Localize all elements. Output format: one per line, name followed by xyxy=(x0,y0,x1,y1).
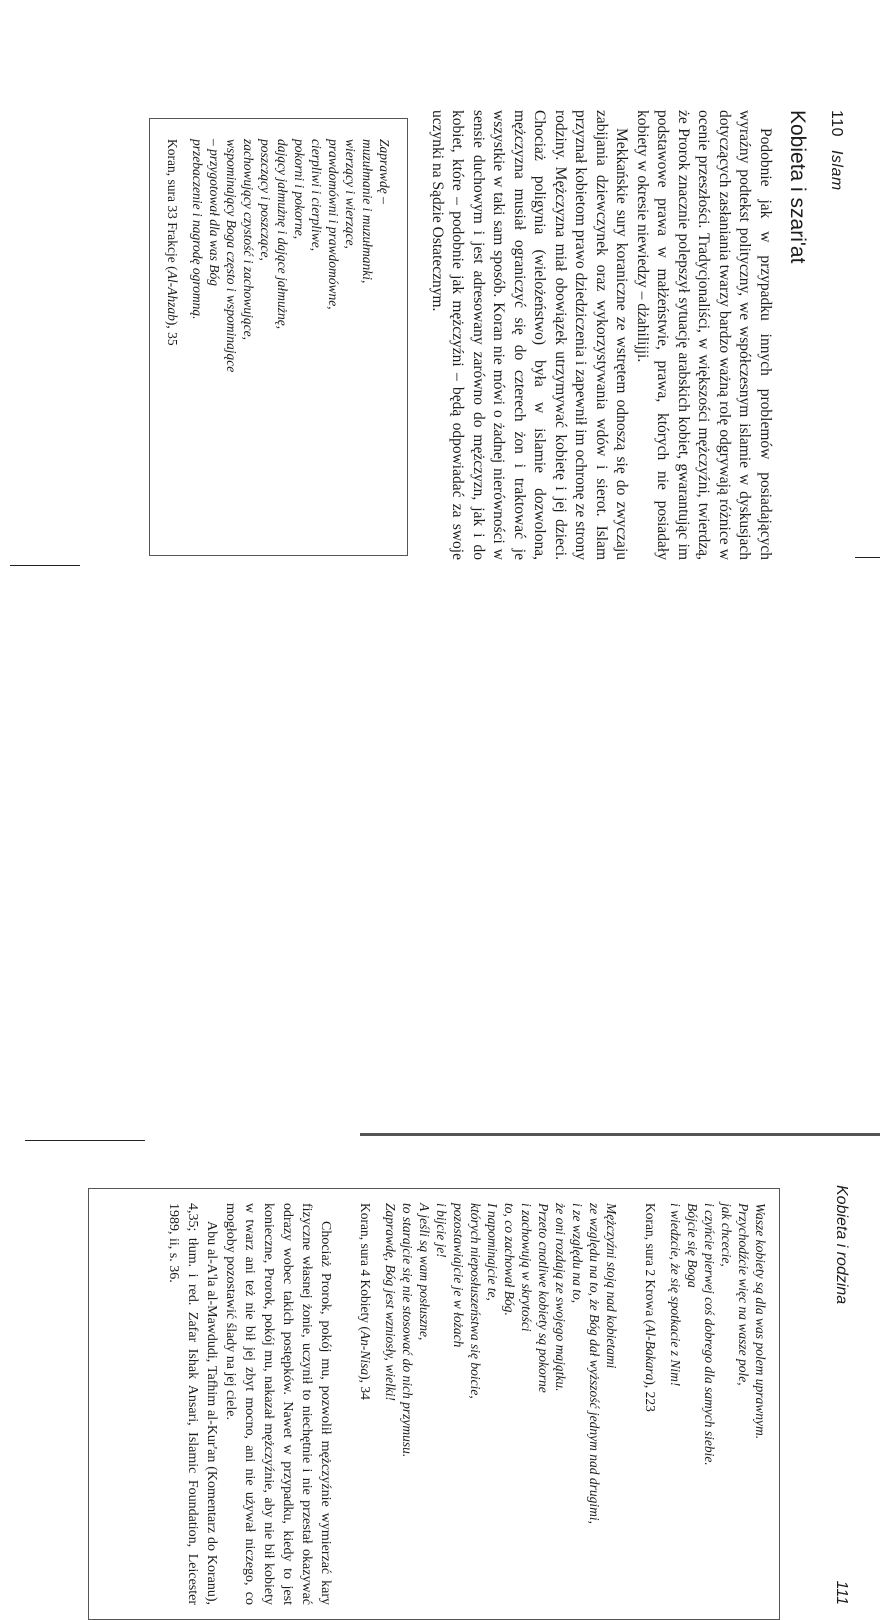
quote-line: poszczący i poszczące, xyxy=(258,139,273,261)
page-number: 111 xyxy=(833,1580,850,1605)
quote-citation xyxy=(357,1203,374,1605)
quote-line: Bójcie się Boga xyxy=(685,1203,700,1288)
citation-sura-name: An-Nisa xyxy=(358,1330,373,1376)
quote-line: Zaprawdę, Bóg jest wzniosły, wielki! xyxy=(383,1203,398,1401)
top-page-content xyxy=(427,110,846,560)
quote-line: i wiedzcie, że się spotkacie z Nim! xyxy=(668,1203,683,1387)
citation-sura-name: Al-Bakara xyxy=(643,1324,658,1381)
paragraph: Mekkańskie sury koraniczne ze wstrętem odnoszą się do zwyczaju zabijania dziewczynek oraz wykorzystywania wdów i sierot. Islam przyznał kobietom prawo dziedziczenia i zapewnił im ochronę ze strony rodziny. Mężczyzna miał obowiązek utrzymywać kobietę i jej dzieci. Chociaż poligynia (wielożeństwo) była w islamie dozwolona, mężczyzna musiał ograniczyć się do czterech żon i traktować je wszystkie w taki sam sposób. Koran nie mówi o żadnej nierówności w sensie duchowym i jest adresowany zarówno do mężczyzn, jak i do kobiet, które – podobnie jak mężczyźni – będą odpowiadać za swoje uczynki na Sądzie Ostatecznym. xyxy=(429,110,631,560)
quote-line: Przeto cnotliwe kobiety są pokorne xyxy=(536,1203,551,1393)
quote-line: dający jałmużnę i dające jałmużnę, xyxy=(275,139,290,330)
quote-line: Przychodźcie więc na wasze pole, xyxy=(736,1203,751,1386)
quote-citation xyxy=(642,1203,659,1605)
citation-prefix: Koran, sura 2 Krowa ( xyxy=(643,1203,658,1325)
citation-prefix: Koran, sura 4 Kobiety ( xyxy=(358,1203,373,1331)
citation-prefix: Koran, sura 33 Frakcje ( xyxy=(165,139,180,271)
quote-line: których nieposłuszeństwa się boicie, xyxy=(468,1203,483,1399)
quote-line: i czyńcie pierwej coś dobrego dla samych siebie. xyxy=(702,1203,717,1466)
quote-line: zachowujący czystość i zachowujące, xyxy=(241,139,256,340)
section-title: Islam xyxy=(828,149,845,191)
chapter-heading: Kobieta i szari'at xyxy=(786,110,809,264)
running-title: Kobieta i rodzina xyxy=(833,1185,850,1305)
divider xyxy=(10,565,80,566)
quote-line: to, co zachował Bóg. xyxy=(502,1203,517,1316)
paragraph: Podobnie jak w przypadku innych problemów posiadających wyraźny podtekst polityczny, we współczesnym islamie w dyskusjach dotyczących zasłaniania twarzy bardzo ważną rolę odgrywają różnice w ocenie przeszłości. Tradycjonaliści, w większości mężczyźni, twierdzą, że Prorok znacznie polepszył sytuację arabskich kobiet, gwarantując im podstawowe prawa w małżeństwie, prawa, których nie posiadały kobiety w okresie niewiedzy – dżahilijji. xyxy=(634,110,774,560)
quote-line: ze względu na to, że Bóg dał wyższość jednym nad drugimi, xyxy=(587,1203,602,1524)
quote-line: i bijcie je! xyxy=(434,1203,449,1258)
quote-line: wierzący i wierzące, xyxy=(343,139,358,249)
top-page xyxy=(0,0,893,570)
quote-line: wspominający Boga często i wspominające xyxy=(224,139,239,373)
quote-line: muzułmanie i muzułmanki, xyxy=(360,139,375,284)
quote-line: i zachowują w skrytości xyxy=(519,1203,534,1332)
quote-line: Mężczyźni stoją nad kobietami xyxy=(604,1203,619,1369)
quote-koran-2 xyxy=(642,1203,769,1605)
quote-panel xyxy=(88,1188,780,1620)
bottom-page xyxy=(0,585,893,1605)
paragraph: Chociaż Prorok, pokój mu, pozwolił mężczyźnie wymierzać kary fizyczne własnej żonie, uczynił to niechętnie i nie przestał okazywać odrazy wobec takich postępków. Nawet w przypadku, kiedy to jest konieczne, Prorok, pokój mu, nakazał mężczyźnie, aby nie bił kobiety w twarz ani też nie bił jej zbyt mocno, ani nie używał niczego, co mogłoby pozostawić ślady na jej ciele. xyxy=(223,1203,333,1605)
quote-box-inner xyxy=(149,118,408,556)
quote-box xyxy=(149,118,408,556)
page-number: 110 xyxy=(828,110,845,138)
divider xyxy=(25,1140,145,1141)
citation-suffix: ), 35 xyxy=(165,320,180,346)
running-header xyxy=(818,1185,850,1605)
quote-line: Wasze kobiety są dla was polem uprawnym. xyxy=(753,1203,768,1440)
quote-line: jak chcecie, xyxy=(719,1203,734,1267)
quote-line: przebaczenie i nagrodę ogromną. xyxy=(190,139,205,320)
quote-line: cierpliwi i cierpliwe, xyxy=(309,139,324,252)
quote-line: A jeśli są wam posłuszne, xyxy=(417,1203,432,1341)
quote-line: Zaprawdę – xyxy=(377,139,392,204)
quote-line: I napominajcie te, xyxy=(485,1203,500,1301)
quote-line: pozostawiajcie je w łożach xyxy=(451,1203,466,1348)
quote-line: pokorni i pokorne, xyxy=(292,139,307,240)
citation-suffix: ), 34 xyxy=(358,1375,373,1400)
quote-line: prawdomówni i prawdomówne, xyxy=(326,139,341,310)
citation-sura-name: Al-Ahzab xyxy=(165,270,180,321)
quote-line: i ze względu na to, xyxy=(570,1203,585,1304)
quote-line: – przygotował dla was Bóg xyxy=(207,139,222,287)
citation-suffix: ), 223 xyxy=(643,1380,658,1412)
quote-line: to starajcie się nie stosować do nich przymusu. xyxy=(400,1203,415,1458)
source-note: Abu al-A'la al-Mawdudi, Tafhim al-Kur'an (Komentarz do Koranu), 4,35; tłum. i red. Zafar Ishak Ansari, Islamic Foundation, Leicester 1989, ii, s. 36. xyxy=(166,1203,219,1605)
top-page-header xyxy=(827,110,845,560)
divider xyxy=(855,557,880,558)
divider xyxy=(360,1133,880,1136)
quote-citation xyxy=(164,139,181,535)
quote-line: że oni rozdają ze swojego majątku. xyxy=(553,1203,568,1392)
quote-koran-4 xyxy=(357,1203,620,1605)
